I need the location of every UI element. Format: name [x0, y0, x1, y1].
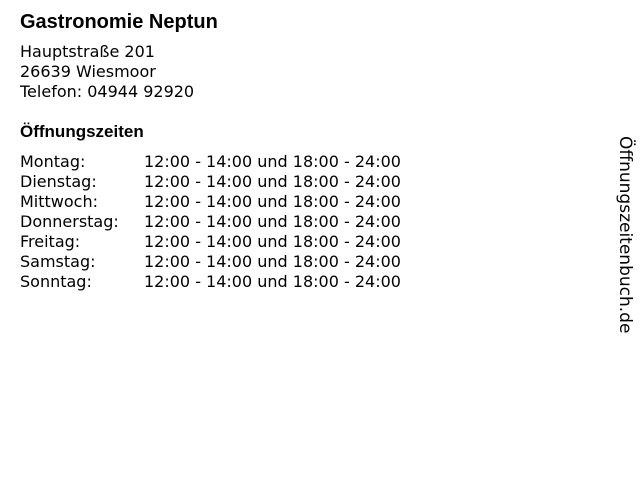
restaurant-name: Gastronomie Neptun: [20, 11, 218, 33]
time-range: 12:00 - 14:00 und 18:00 - 24:00: [144, 212, 401, 231]
hours-row-sunday: [20, 272, 600, 292]
hours-row-wednesday: [20, 192, 600, 212]
opening-hours-heading: Öffnungszeiten: [20, 122, 144, 141]
hours-row-friday: [20, 232, 600, 252]
day-label: Mittwoch:: [20, 192, 98, 211]
opening-hours-table: [20, 152, 600, 292]
hours-row-monday: [20, 152, 600, 172]
city-postal-code: 26639 Wiesmoor: [20, 62, 156, 81]
day-label: Dienstag:: [20, 172, 97, 191]
restaurant-card: [20, 10, 600, 292]
phone-number: Telefon: 04944 92920: [20, 82, 195, 101]
hours-row-tuesday: [20, 172, 600, 192]
time-range: 12:00 - 14:00 und 18:00 - 24:00: [144, 272, 401, 291]
day-label: Samstag:: [20, 252, 96, 271]
site-watermark-label: Öffnungszeitenbuch.de: [615, 136, 635, 334]
address-block: [20, 42, 600, 102]
street-address: Hauptstraße 201: [20, 42, 155, 61]
hours-row-thursday: [20, 212, 600, 232]
day-label: Donnerstag:: [20, 212, 119, 231]
time-range: 12:00 - 14:00 und 18:00 - 24:00: [144, 192, 401, 211]
time-range: 12:00 - 14:00 und 18:00 - 24:00: [144, 252, 401, 271]
day-label: Sonntag:: [20, 272, 92, 291]
hours-row-saturday: [20, 252, 600, 272]
day-label: Montag:: [20, 152, 86, 171]
day-label: Freitag:: [20, 232, 81, 251]
time-range: 12:00 - 14:00 und 18:00 - 24:00: [144, 172, 401, 191]
time-range: 12:00 - 14:00 und 18:00 - 24:00: [144, 152, 401, 171]
time-range: 12:00 - 14:00 und 18:00 - 24:00: [144, 232, 401, 251]
